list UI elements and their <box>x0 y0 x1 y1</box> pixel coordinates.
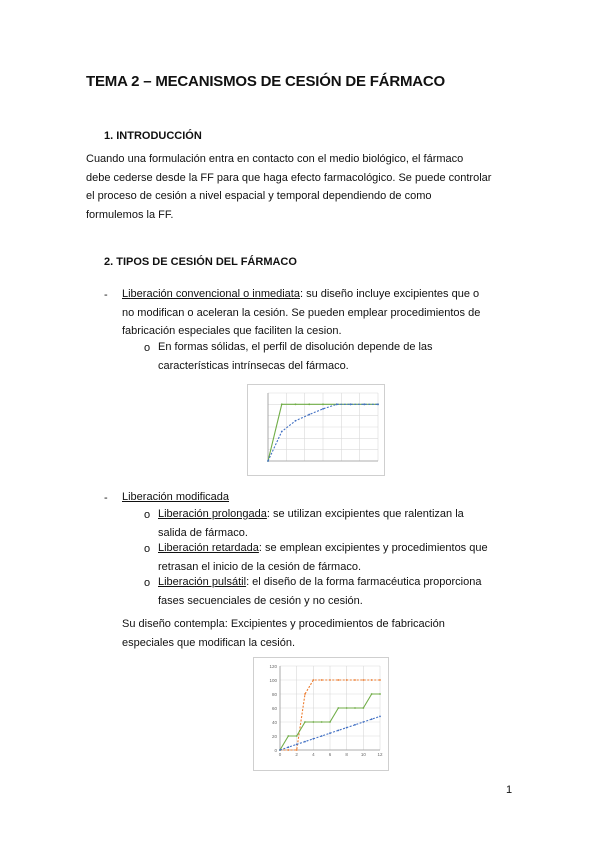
data-point <box>346 707 348 709</box>
data-point <box>329 721 331 723</box>
document-title: TEMA 2 – MECANISMOS DE CESIÓN DE FÁRMACO <box>86 73 445 90</box>
x-tick-label: 6 <box>328 752 332 757</box>
data-point <box>322 408 324 410</box>
circle-bullet: o <box>144 509 151 521</box>
data-point <box>296 735 298 737</box>
data-point <box>371 718 373 720</box>
data-point <box>346 727 348 729</box>
item-text: fabricación especiales que faciliten la cesion. <box>122 325 342 337</box>
data-point <box>322 403 324 405</box>
data-point <box>296 744 298 746</box>
data-point <box>350 403 352 405</box>
sub-item-text: : se utilizan excipientes que ralentizan la <box>266 508 464 520</box>
item-liberacion-convencional <box>122 285 480 341</box>
data-point <box>336 403 338 405</box>
dissolution-chart-immediate <box>247 384 385 476</box>
x-tick-label: 8 <box>345 752 348 757</box>
data-point <box>337 730 339 732</box>
data-point <box>281 403 283 405</box>
data-point <box>377 403 379 405</box>
data-point <box>329 679 331 681</box>
data-point <box>379 679 381 681</box>
data-point <box>295 403 297 405</box>
data-point <box>312 679 314 681</box>
term-liberacion-prolongada: Liberación prolongada <box>158 508 267 520</box>
data-point <box>379 693 381 695</box>
section-heading-introduccion: 1. INTRODUCCIÓN <box>104 130 202 142</box>
page-number: 1 <box>506 784 513 796</box>
y-tick-label: 40 <box>271 720 277 725</box>
data-point <box>321 735 323 737</box>
y-tick-label: 0 <box>274 748 277 753</box>
y-tick-label: 80 <box>271 692 277 697</box>
term-liberacion-retardada: Liberación retardada <box>158 542 259 554</box>
sub-item-text: fases secuenciales de cesión y no cesión. <box>158 594 363 607</box>
intro-line: Cuando una formulación entra en contacto con el medio biológico, el fármaco <box>86 153 464 165</box>
circle-bullet: o <box>144 543 151 555</box>
data-point <box>267 460 269 462</box>
data-point <box>321 721 323 723</box>
data-point <box>321 679 323 681</box>
y-tick-label: 20 <box>271 734 277 739</box>
data-point <box>287 735 289 737</box>
y-tick-label: 100 <box>269 678 277 683</box>
dash-bullet: - <box>104 289 108 301</box>
x-tick-label: 4 <box>312 752 315 757</box>
data-point <box>371 679 373 681</box>
sub-item-text: retrasan el inicio de la cesión de fármaco. <box>158 560 361 573</box>
data-point <box>363 403 365 405</box>
design-line: Su diseño contempla: Excipientes y procedimientos de fabricación <box>122 618 445 630</box>
sub-item-retardada <box>158 539 488 576</box>
intro-line: debe cederse desde la FF para que haga efecto farmacológico. Se puede controlar <box>86 171 492 184</box>
intro-line: el proceso de cesión a nivel espacial y temporal dependiendo de como <box>86 190 432 202</box>
term-liberacion-modificada: Liberación modificada <box>122 491 230 503</box>
data-point <box>287 749 289 751</box>
circle-bullet: o <box>144 342 151 354</box>
data-point <box>308 403 310 405</box>
section-heading-tipos: 2. TIPOS DE CESIÓN DEL FÁRMACO <box>104 256 297 268</box>
term-liberacion-pulsatil: Liberación pulsátil <box>158 576 247 588</box>
data-point <box>304 721 306 723</box>
term-liberacion-convencional: Liberación convencional o inmediata <box>122 288 300 300</box>
intro-paragraph <box>86 150 491 224</box>
sub-item-text: salida de fármaco. <box>158 526 248 539</box>
data-point <box>354 724 356 726</box>
x-tick-label: 12 <box>377 752 383 757</box>
data-point <box>281 431 283 433</box>
y-tick-label: 60 <box>271 706 277 711</box>
data-point <box>329 732 331 734</box>
circle-bullet: o <box>144 577 151 589</box>
sub-item-text: : se emplean excipientes y procedimientos que <box>258 542 488 554</box>
data-point <box>308 414 310 416</box>
data-point <box>337 679 339 681</box>
data-point <box>362 721 364 723</box>
data-point <box>371 693 373 695</box>
data-point <box>354 679 356 681</box>
data-point <box>304 693 306 695</box>
x-tick-label: 10 <box>360 752 366 757</box>
dissolution-chart-modified <box>253 657 389 771</box>
data-point <box>287 746 289 748</box>
sub-item-formas-solidas <box>158 338 433 375</box>
data-point <box>279 749 281 751</box>
data-point <box>295 420 297 422</box>
item-text: : su diseño incluye excipientes que o <box>299 288 480 300</box>
data-point <box>362 707 364 709</box>
x-tick-label: 0 <box>278 752 282 757</box>
data-point <box>304 741 306 743</box>
data-point <box>337 707 339 709</box>
design-line: especiales que modifican la cesión. <box>122 636 296 649</box>
data-point <box>362 679 364 681</box>
data-point <box>296 749 298 751</box>
dash-bullet: - <box>104 492 108 504</box>
sub-item-text: características intrínsecas del fármaco. <box>158 359 349 372</box>
item-text: no modifican o aceleran la cesión. Se pueden emplear procedimientos de <box>122 306 481 319</box>
sub-item-text: En formas sólidas, el perfil de disolución depende de las <box>158 341 433 353</box>
data-point <box>312 721 314 723</box>
sub-item-text: : el diseño de la forma farmacéutica proporciona <box>246 576 482 588</box>
design-paragraph <box>122 615 445 652</box>
data-point <box>346 679 348 681</box>
data-point <box>379 716 381 718</box>
intro-line: formulemos la FF. <box>86 208 174 221</box>
data-point <box>354 707 356 709</box>
y-tick-label: 120 <box>269 664 277 669</box>
data-point <box>312 738 314 740</box>
x-tick-label: 2 <box>295 752 298 757</box>
sub-item-prolongada <box>158 505 464 542</box>
sub-item-pulsatil <box>158 573 481 610</box>
item-liberacion-modificada <box>122 488 229 507</box>
